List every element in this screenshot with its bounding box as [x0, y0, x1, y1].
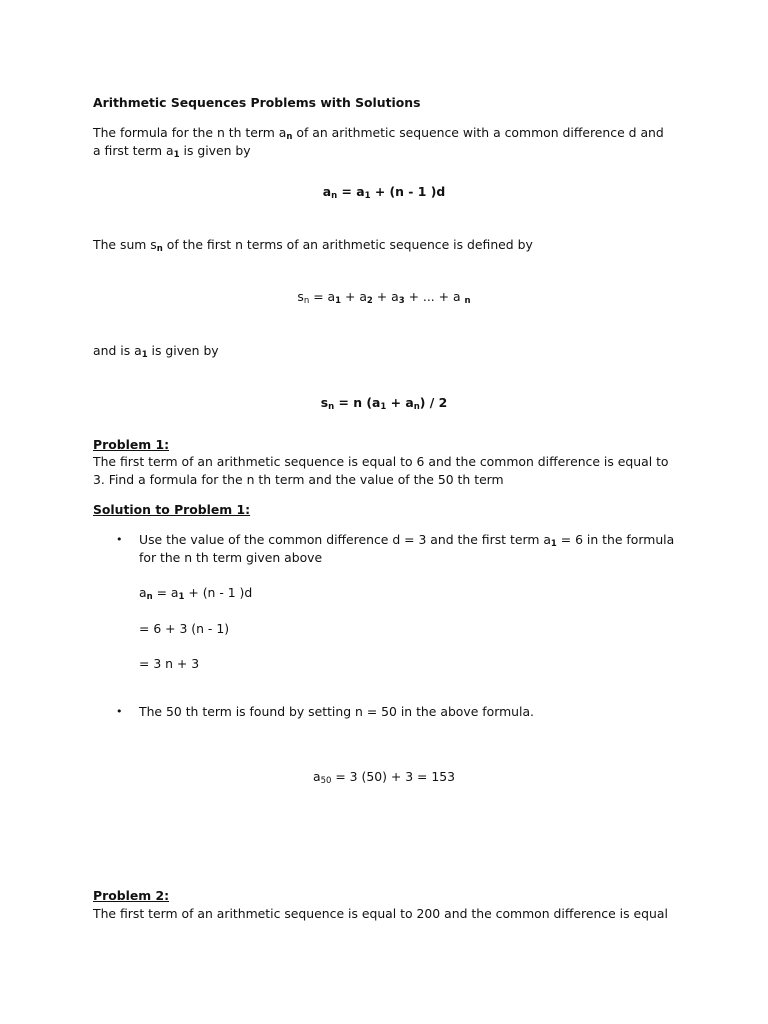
subscript: 50 [320, 776, 332, 786]
sum-given [93, 342, 219, 359]
intro-text: The formula for the n th term a [93, 125, 287, 140]
solution-1-bullet-1-line-1 [139, 531, 674, 548]
formula-text: a [322, 184, 332, 199]
subscript: 1 [364, 191, 371, 201]
subscript: n [303, 296, 310, 306]
sum-formula [0, 394, 768, 411]
formula-text: = a [309, 289, 336, 304]
formula-text: ) / 2 [419, 395, 448, 410]
sum-text: and is a [93, 343, 142, 358]
subscript: n [156, 244, 163, 254]
solution-text: + (n - 1 )d [184, 585, 253, 600]
formula-text: s [320, 395, 329, 410]
subscript: 1 [141, 350, 148, 360]
solution-1-result [0, 768, 768, 785]
sum-definition-formula [0, 288, 768, 305]
subscript: 2 [366, 296, 373, 306]
subscript: 1 [173, 150, 180, 160]
intro-text: a first term a [93, 143, 174, 158]
subscript: n [331, 191, 338, 201]
formula-text: + (n - 1 )d [370, 184, 446, 199]
subscript: 1 [380, 402, 387, 412]
solution-text: = a [152, 585, 179, 600]
intro-text: is given by [179, 143, 251, 158]
intro-line-2 [93, 142, 251, 159]
formula-text: = n (a [334, 395, 381, 410]
problem-1-line-2: 3. Find a formula for the n th term and the value of the 50 th term [93, 472, 504, 487]
sum-intro [93, 236, 533, 253]
subscript: n [146, 592, 153, 602]
problem-1-line-1: The first term of an arithmetic sequence is equal to 6 and the common difference is equal to [93, 454, 669, 469]
problem-1-heading: Problem 1: [93, 437, 170, 452]
formula-text: + a [341, 289, 367, 304]
formula-text: + ... + a [404, 289, 465, 304]
intro-text: of an arithmetic sequence with a common difference d and [292, 125, 664, 140]
subscript: 1 [335, 296, 342, 306]
solution-1-bullet-1-line-2: for the n th term given above [139, 550, 323, 565]
solution-text: Use the value of the common difference d = 3 and the first term a [139, 532, 551, 547]
subscript: n [464, 296, 471, 306]
sum-text: is given by [147, 343, 219, 358]
subscript: n [286, 132, 293, 142]
formula-text: + a [372, 289, 399, 304]
subscript: 3 [398, 296, 405, 306]
formula-text: = a [337, 184, 365, 199]
subscript: 1 [178, 592, 185, 602]
solution-1-bullet-2: The 50 th term is found by setting n = 50 in the above formula. [139, 704, 534, 719]
solution-text: = 3 (50) + 3 = 153 [331, 769, 455, 784]
solution-1-step-1 [139, 584, 252, 601]
sum-text: of the first n terms of an arithmetic sequence is defined by [162, 237, 533, 252]
bullet-marker: • [116, 705, 123, 718]
solution-1-step-2: = 6 + 3 (n - 1) [139, 621, 230, 636]
solution-text: a [139, 585, 147, 600]
problem-2-line-1: The first term of an arithmetic sequence is equal to 200 and the common difference is equal [93, 906, 668, 921]
sum-text: The sum s [93, 237, 157, 252]
solution-text: a [313, 769, 321, 784]
intro-line-1 [93, 124, 664, 141]
solution-1-step-3: = 3 n + 3 [139, 656, 200, 671]
solution-1-heading: Solution to Problem 1: [93, 502, 251, 517]
bullet-marker: • [116, 533, 123, 546]
nth-term-formula [0, 183, 768, 200]
solution-text: = 6 in the formula [556, 532, 675, 547]
subscript: n [413, 402, 420, 412]
document-title: Arithmetic Sequences Problems with Solutions [93, 95, 421, 110]
formula-text: + a [386, 395, 414, 410]
problem-2-heading: Problem 2: [93, 888, 170, 903]
formula-text: s [297, 289, 304, 304]
subscript: 1 [550, 539, 557, 549]
subscript: n [328, 402, 335, 412]
